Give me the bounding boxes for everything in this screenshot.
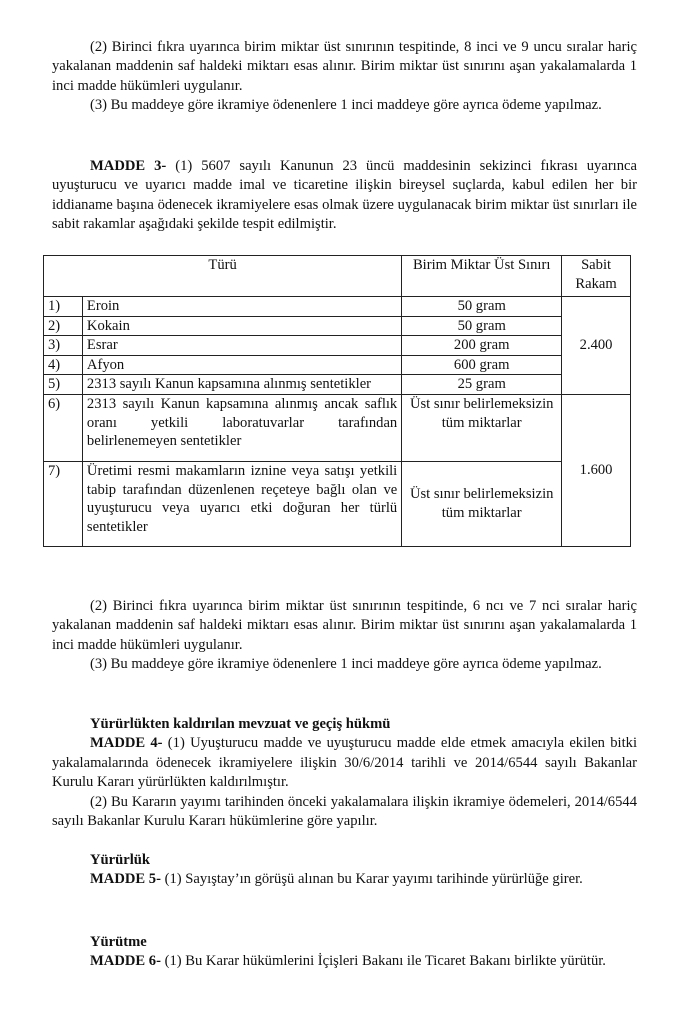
paragraph-madde5-fikra1 <box>52 870 637 889</box>
ikramiye-table <box>43 255 631 547</box>
madde-3-continuation <box>52 597 637 675</box>
fixed-amount-group2: 1.600 <box>562 394 631 546</box>
madde6-label: MADDE 6- <box>90 953 161 970</box>
row-number: 2) <box>44 316 83 336</box>
madde4-text: (1) Uyuşturucu madde ve uyuşturucu madde elde etmek amacıyla ekilen bitki yakalamalarında ödenecek ikramiyelere ilişkin 30/6/2014 tarihli ve 2014/6544 sayılı Bakanlar Kurulu Kararı yürürlükten kaldırılmıştır. <box>52 735 637 791</box>
madde3-text: (1) 5607 sayılı Kanunun 23 üncü maddesinin sekizinci fıkrası uyarınca uyuşturucu ve uyarıcı madde imal ve ticaretine ilişkin bireysel suçlarda, kabul edilen her bir iddianame başına ödenecek ikramiyelere esas olmak üzere uygulanacak birim miktar üst sınırları ile sabit rakamlar aşağıdaki şekilde tespit edilmiştir. <box>52 158 637 233</box>
madde-4 <box>52 715 637 831</box>
madde-2-continuation <box>52 38 637 116</box>
section-heading-madde4: Yürürlükten kaldırılan mevzuat ve geçiş hükmü <box>90 716 391 732</box>
table-row <box>44 355 631 375</box>
row-amount: 50 gram <box>402 316 562 336</box>
madde-6 <box>52 933 637 972</box>
madde3-label: MADDE 3- <box>90 158 167 174</box>
row-amount: Üst sınır belirlemeksizin tüm miktarlar <box>402 394 562 461</box>
table-row <box>44 297 631 317</box>
row-type: Üretimi resmi makamların iznine veya satışı yetkili tabip tarafından düzenlenen reçeteye bağlı olan ve uyuşturucu veya uyarıcı etki doğuran her türlü sentetikler <box>82 461 401 546</box>
header-type: Türü <box>44 256 402 297</box>
row-amount: 25 gram <box>402 375 562 395</box>
madde-3 <box>52 157 637 235</box>
row-amount: 200 gram <box>402 336 562 356</box>
table-row <box>44 316 631 336</box>
row-type: Afyon <box>82 355 401 375</box>
row-number: 1) <box>44 297 83 317</box>
table-header-row <box>44 256 631 297</box>
table-row <box>44 394 631 461</box>
table-row <box>44 375 631 395</box>
paragraph-madde4-fikra1 <box>52 734 637 792</box>
section-heading-madde5: Yürürlük <box>90 852 151 868</box>
row-number: 5) <box>44 375 83 395</box>
fixed-amount-group1: 2.400 <box>562 297 631 395</box>
row-amount: 50 gram <box>402 297 562 317</box>
row-number: 7) <box>44 461 83 546</box>
row-number: 6) <box>44 394 83 461</box>
section-heading-madde6: Yürütme <box>90 934 147 950</box>
paragraph-madde6-fikra1 <box>52 952 637 971</box>
table-row <box>44 461 631 546</box>
row-amount: 600 gram <box>402 355 562 375</box>
paragraph-madde4-fikra2: (2) Bu Kararın yayımı tarihinden önceki yakalamalara ilişkin ikramiye ödemeleri, 2014/6544 sayılı Bakanlar Kurulu Kararı hükümlerine göre yapılır. <box>52 793 637 830</box>
madde5-label: MADDE 5- <box>90 871 161 888</box>
row-number: 4) <box>44 355 83 375</box>
row-type: 2313 sayılı Kanun kapsamına alınmış sentetikler <box>82 375 401 395</box>
header-amount: Birim Miktar Üst Sınırı <box>402 256 562 297</box>
row-type: Eroin <box>82 297 401 317</box>
paragraph-madde3-fikra3: (3) Bu maddeye göre ikramiye ödenenlere 1 inci maddeye göre ayrıca ödeme yapılmaz. <box>90 656 602 673</box>
paragraph-madde2-fikra2: (2) Birinci fıkra uyarınca birim miktar üst sınırının tespitinde, 8 inci ve 9 uncu sıralar hariç yakalanan maddenin saf haldeki miktarı esas alınır. Birim miktar üst sınırını aşan yakalamalarda 1 inci madde hükümleri uygulanır. <box>52 39 637 94</box>
madde5-text: (1) Sayıştay’ın görüşü alınan bu Karar yayımı tarihinde yürürlüğe girer. <box>160 871 583 888</box>
row-type: 2313 sayılı Kanun kapsamına alınmış ancak saflık oranı yetkili laboratuvarlar tarafından belirlenemeyen sentetikler <box>82 394 401 461</box>
paragraph-madde2-fikra3: (3) Bu maddeye göre ikramiye ödenenlere 1 inci maddeye göre ayrıca ödeme yapılmaz. <box>90 97 602 114</box>
madde4-label: MADDE 4- <box>90 735 163 752</box>
madde-5 <box>52 851 637 890</box>
header-fixed: Sabit Rakam <box>562 256 631 297</box>
row-amount: Üst sınır belirlemeksizin tüm miktarlar <box>402 461 562 546</box>
paragraph-madde3-fikra2: (2) Birinci fıkra uyarınca birim miktar üst sınırının tespitinde, 6 ncı ve 7 nci sıralar hariç yakalanan maddenin saf haldeki miktarı esas alınır. Birim miktar üst sınırını aşan yakalamalarda 1 inci madde hükümleri uygulanır. <box>52 598 637 653</box>
row-number: 3) <box>44 336 83 356</box>
row-type: Esrar <box>82 336 401 356</box>
table-row <box>44 336 631 356</box>
paragraph-madde3-fikra1 <box>52 157 637 235</box>
madde6-text: (1) Bu Karar hükümlerini İçişleri Bakanı ile Ticaret Bakanı birlikte yürütür. <box>160 953 606 970</box>
row-type: Kokain <box>82 316 401 336</box>
